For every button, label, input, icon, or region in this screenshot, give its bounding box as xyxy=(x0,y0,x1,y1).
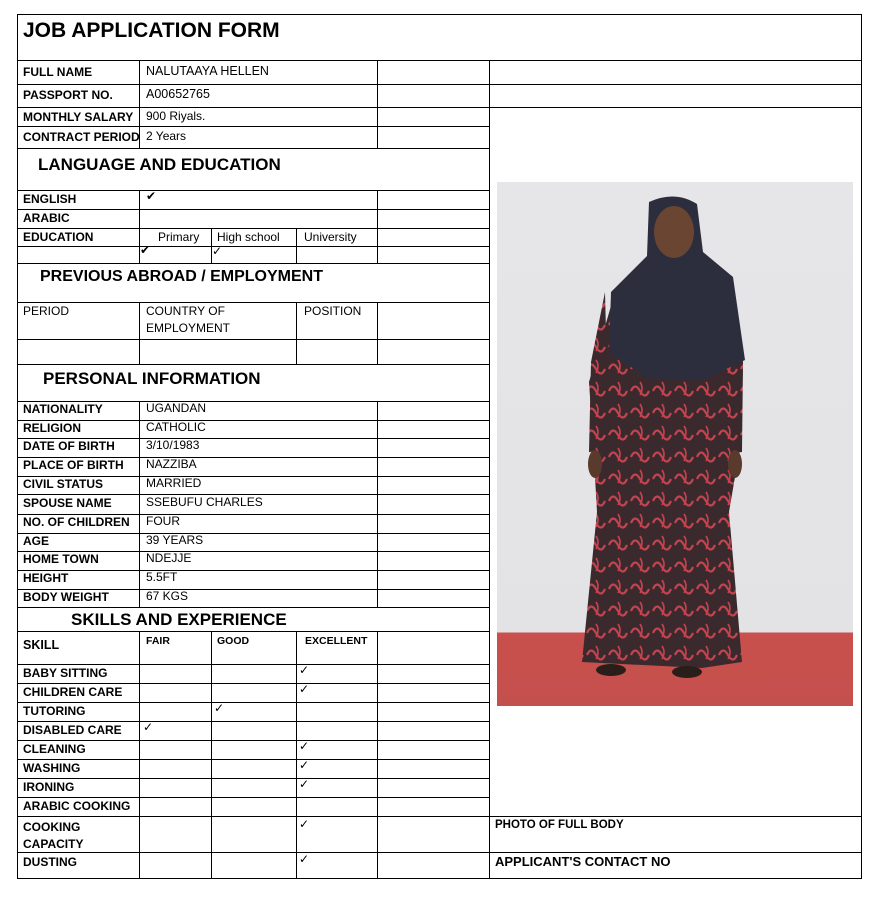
salary-value: 900 Riyals. xyxy=(146,109,206,123)
personal-value: 67 KGS xyxy=(146,589,189,603)
personal-value: 3/10/1983 xyxy=(146,438,200,452)
country-header-line1: COUNTRY OF xyxy=(146,304,225,318)
personal-value: UGANDAN xyxy=(146,401,207,415)
grid-hline xyxy=(17,759,489,760)
grid-hline xyxy=(17,190,489,191)
grid-vline xyxy=(377,60,378,148)
language-education-heading: LANGUAGE AND EDUCATION xyxy=(38,155,281,174)
fair-header: FAIR xyxy=(146,635,170,647)
skill-name: CLEANING xyxy=(23,742,86,756)
personal-label: DATE OF BIRTH xyxy=(23,439,115,453)
skill-name: WASHING xyxy=(23,761,81,775)
skill-name: CHILDREN CARE xyxy=(23,685,123,699)
grid-vline xyxy=(296,302,297,364)
grid-hline xyxy=(17,852,862,853)
grid-hline xyxy=(17,740,489,741)
grid-hline xyxy=(17,107,862,108)
personal-value: MARRIED xyxy=(146,476,202,490)
grid-vline xyxy=(139,401,140,607)
grid-hline xyxy=(17,84,862,85)
grid-hline xyxy=(17,148,489,149)
highschool-check: ✓ xyxy=(212,244,223,258)
good-header: GOOD xyxy=(217,635,250,647)
passport-label: PASSPORT NO. xyxy=(23,88,113,102)
english-label: ENGLISH xyxy=(23,192,77,206)
grid-vline xyxy=(489,60,490,879)
grid-vline xyxy=(211,631,212,879)
grid-hline xyxy=(17,607,489,608)
skill-header: SKILL xyxy=(23,638,60,652)
grid-hline xyxy=(17,816,862,817)
grid-vline xyxy=(139,631,140,879)
skill-name: ARABIC COOKING xyxy=(23,799,131,813)
education-primary: Primary xyxy=(158,230,200,244)
education-university: University xyxy=(304,230,357,244)
grid-hline xyxy=(17,797,489,798)
applicant-full-body-image xyxy=(497,182,853,706)
grid-hline xyxy=(17,246,489,247)
grid-vline xyxy=(377,631,378,879)
personal-label: BODY WEIGHT xyxy=(23,590,109,604)
position-header: POSITION xyxy=(304,304,362,318)
excellent-header: EXCELLENT xyxy=(305,635,368,647)
skill-name: IRONING xyxy=(23,780,75,794)
skill-name: DISABLED CARE xyxy=(23,723,122,737)
primary-check: ✔ xyxy=(140,243,151,257)
grid-hline xyxy=(17,60,862,61)
skill-name: CAPACITY xyxy=(23,837,84,851)
personal-label: HEIGHT xyxy=(23,571,69,585)
personal-value: 39 YEARS xyxy=(146,533,204,547)
skill-good-check: ✓ xyxy=(214,701,225,715)
full-name-label: FULL NAME xyxy=(23,65,93,79)
personal-label: PLACE OF BIRTH xyxy=(23,458,124,472)
grid-hline xyxy=(17,339,489,340)
personal-label: SPOUSE NAME xyxy=(23,496,112,510)
grid-hline xyxy=(17,683,489,684)
grid-hline xyxy=(17,721,489,722)
grid-vline xyxy=(296,228,297,263)
skill-name: BABY SITTING xyxy=(23,666,108,680)
grid-hline xyxy=(17,126,489,127)
personal-label: CIVIL STATUS xyxy=(23,477,104,491)
personal-value: FOUR xyxy=(146,514,180,528)
grid-hline xyxy=(17,364,489,365)
grid-vline xyxy=(377,302,378,364)
contract-label: CONTRACT PERIOD xyxy=(23,130,140,144)
grid-hline xyxy=(17,263,489,264)
photo-caption: PHOTO OF FULL BODY xyxy=(495,819,624,831)
previous-abroad-heading: PREVIOUS ABROAD / EMPLOYMENT xyxy=(40,268,323,285)
grid-hline xyxy=(17,631,489,632)
grid-vline xyxy=(296,631,297,879)
applicant-photo xyxy=(497,182,853,706)
grid-hline xyxy=(17,664,489,665)
grid-hline xyxy=(17,778,489,779)
passport-value: A00652765 xyxy=(146,87,210,101)
grid-hline xyxy=(17,420,489,421)
personal-value: NDEJJE xyxy=(146,551,192,565)
form-title: JOB APPLICATION FORM xyxy=(23,19,280,42)
grid-hline xyxy=(17,702,489,703)
skill-excellent-check: ✓ xyxy=(299,663,310,677)
skill-name: DUSTING xyxy=(23,855,77,869)
skill-excellent-check: ✓ xyxy=(299,739,310,753)
grid-hline xyxy=(17,209,489,210)
arabic-label: ARABIC xyxy=(23,211,70,225)
skill-fair-check: ✓ xyxy=(143,720,154,734)
personal-value: SSEBUFU CHARLES xyxy=(146,495,263,509)
education-label: EDUCATION xyxy=(23,230,94,244)
personal-label: NATIONALITY xyxy=(23,402,103,416)
personal-label: NO. OF CHILDREN xyxy=(23,515,130,529)
personal-value: NAZZIBA xyxy=(146,457,197,471)
education-highschool: High school xyxy=(217,230,280,244)
personal-value: 5.5FT xyxy=(146,570,178,584)
personal-label: RELIGION xyxy=(23,421,82,435)
grid-hline xyxy=(17,533,489,534)
skill-excellent-check: ✓ xyxy=(299,758,310,772)
grid-hline xyxy=(17,228,489,229)
skill-excellent-check: ✓ xyxy=(299,682,310,696)
personal-label: HOME TOWN xyxy=(23,552,99,566)
contract-value: 2 Years xyxy=(146,129,187,143)
skills-experience-heading: SKILLS AND EXPERIENCE xyxy=(71,610,287,629)
contact-number-label: APPLICANT'S CONTACT NO xyxy=(495,854,671,869)
english-check: ✔ xyxy=(146,189,157,203)
skill-name: TUTORING xyxy=(23,704,86,718)
personal-information-heading: PERSONAL INFORMATION xyxy=(43,369,261,388)
period-header: PERIOD xyxy=(23,304,70,318)
skill-excellent-check: ✓ xyxy=(299,852,310,866)
grid-hline xyxy=(17,302,489,303)
salary-label: MONTHLY SALARY xyxy=(23,110,134,124)
skill-excellent-check: ✓ xyxy=(299,817,310,831)
grid-vline xyxy=(139,302,140,364)
grid-vline xyxy=(377,190,378,263)
grid-vline xyxy=(377,401,378,607)
country-header-line2: EMPLOYMENT xyxy=(146,321,231,335)
personal-label: AGE xyxy=(23,534,50,548)
personal-value: CATHOLIC xyxy=(146,420,206,434)
skill-excellent-check: ✓ xyxy=(299,777,310,791)
full-name-value: NALUTAAYA HELLEN xyxy=(146,64,269,78)
grid-hline xyxy=(17,570,489,571)
skill-name: COOKING xyxy=(23,820,81,834)
